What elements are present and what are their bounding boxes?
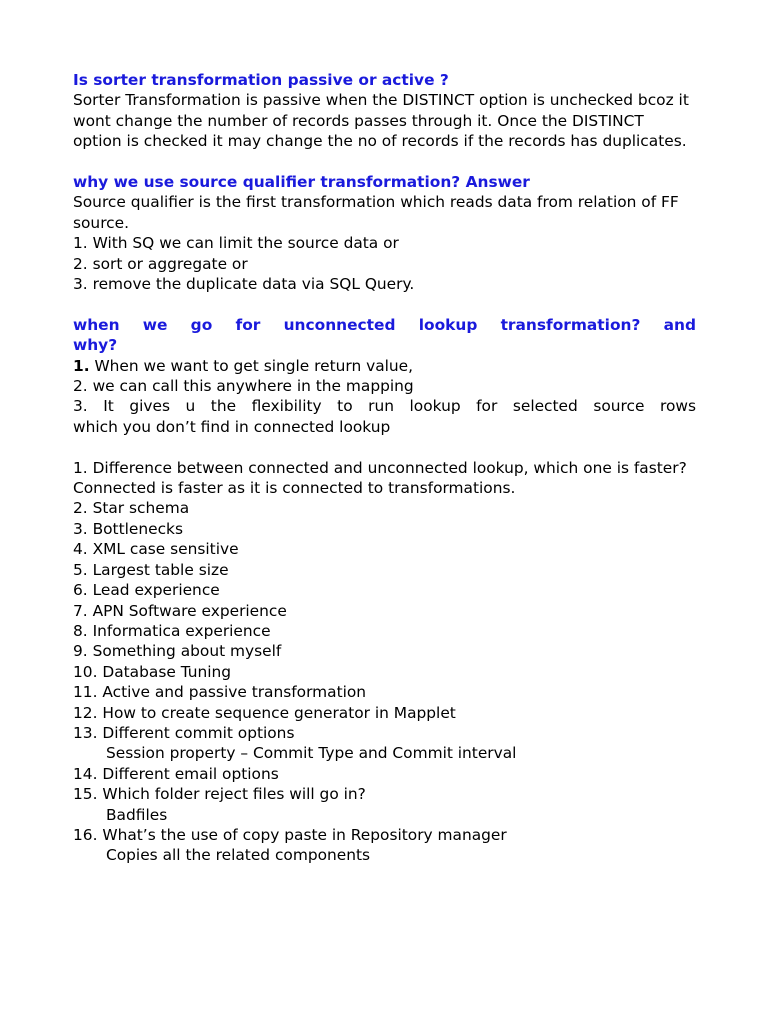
list-item: 11. Active and passive transformation (73, 683, 367, 702)
list-item: 9. Something about myself (73, 642, 282, 661)
list-item: 8. Informatica experience (73, 621, 271, 640)
list-item-sub: Copies all the related components (106, 846, 371, 865)
list-item: 3. Bottlenecks (73, 519, 183, 538)
list-item: 7. APN Software experience (73, 601, 287, 620)
list-item: 10. Database Tuning (73, 662, 232, 681)
answer-source-qualifier-line: Source qualifier is the first transformation which reads data from relation of FF source. (73, 193, 679, 232)
answer-unconnected-lookup-item3-line1: 3. It gives u the flexibility to run lookup for selected source rows (73, 397, 696, 416)
spacer (73, 152, 696, 172)
list-item: 13. Different commit options (73, 723, 295, 742)
list-item: 2. Star schema (73, 499, 190, 518)
spacer (73, 294, 696, 314)
document-page (73, 70, 696, 866)
list-item: 4. XML case sensitive (73, 540, 239, 559)
list-item-answer: Connected is faster as it is connected to transformations. (73, 479, 516, 498)
answer-sorter: Sorter Transformation is passive when the DISTINCT option is unchecked bcoz it wont change the number of records passes through it. Once the DISTINCT option is checked it may change the no of records if the records has duplicates. (73, 91, 689, 151)
list-item: 14. Different email options (73, 764, 279, 783)
list-item: 16. What’s the use of copy paste in Repository manager (73, 825, 507, 844)
answer-unconnected-lookup-item3-line2: which you don’t find in connected lookup (73, 417, 391, 436)
list-item-sub: Badfiles (106, 805, 168, 824)
spacer (73, 437, 696, 457)
list-item-sub: Session property – Commit Type and Commit interval (106, 744, 517, 763)
answer-unconnected-lookup-item2: 2. we can call this anywhere in the mapping (73, 377, 414, 396)
question-unconnected-lookup-line1: when we go for unconnected lookup transformation? and (73, 315, 696, 334)
question-sorter: Is sorter transformation passive or active ? (73, 71, 449, 89)
answer-source-qualifier-line: 2. sort or aggregate or (73, 254, 248, 273)
question-source-qualifier: why we use source qualifier transformation? Answer (73, 173, 530, 192)
answer-unconnected-lookup-item1 (73, 356, 696, 376)
list-item: 12. How to create sequence generator in Mapplet (73, 703, 456, 722)
list-item: 6. Lead experience (73, 581, 220, 600)
question-unconnected-lookup-line2: why? (73, 336, 118, 355)
answer-source-qualifier-line: 3. remove the duplicate data via SQL Query. (73, 275, 415, 294)
list-item: 15. Which folder reject files will go in? (73, 785, 366, 804)
item-text: When we want to get single return value, (89, 356, 414, 375)
answer-source-qualifier-line: 1. With SQ we can limit the source data or (73, 234, 399, 253)
list-item: 1. Difference between connected and unconnected lookup, which one is faster? (73, 458, 687, 477)
list-item: 5. Largest table size (73, 560, 229, 579)
item-number: 1. (73, 356, 90, 375)
